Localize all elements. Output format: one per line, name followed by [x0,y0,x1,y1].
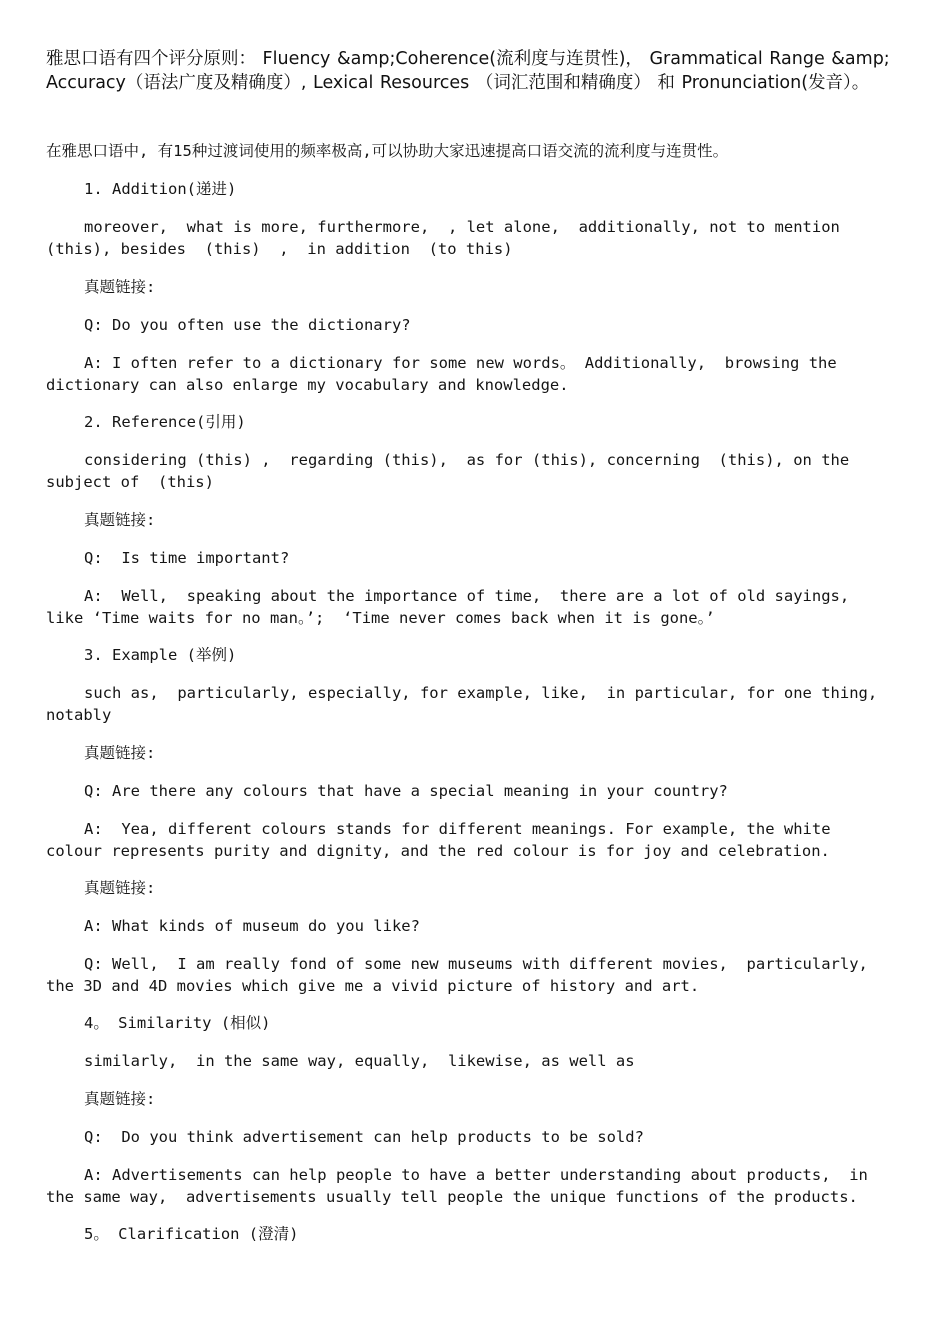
exam-link-label: 真题链接: [84,744,156,762]
example-words-line-2: notably [46,706,112,724]
question-dictionary: Q: Do you often use the dictionary? [84,316,411,334]
answer-museum-line-2: the 3D and 4D movies which give me a vivid picture of history and art. [46,977,700,995]
addition-words-line-2: (this), besides (this) , in addition (to this) [46,240,513,258]
answer-advertisement-line-1: A: Advertisements can help people to have a better understanding about products, in [84,1166,868,1184]
answer-museum-line-1: Q: Well, I am really fond of some new museums with different movies, particularly, [84,955,868,973]
answer-colours-line-1: A: Yea, different colours stands for different meanings. For example, the white [84,820,831,838]
question-time: Q: Is time important? [84,549,290,567]
section-heading-reference: 2. Reference(引用) [84,413,246,431]
exam-link-label: 真题链接: [84,879,156,897]
section-heading-example: 3. Example (举例) [84,646,237,664]
question-advertisement: Q: Do you think advertisement can help products to be sold? [84,1128,644,1146]
answer-advertisement-line-2: the same way, advertisements usually tell people the unique functions of the products. [46,1188,858,1206]
question-colours: Q: Are there any colours that have a special meaning in your country? [84,782,728,800]
section-heading-similarity: 4。 Similarity (相似) [84,1014,271,1032]
lead-paragraph: 在雅思口语中, 有15种过渡词使用的频率极高,可以协助大家迅速提高口语交流的流利度与连贯性。 [46,142,729,160]
section-heading-addition: 1. Addition(递进) [84,180,237,198]
exam-link-label: 真题链接: [84,511,156,529]
example-words-line-1: such as, particularly, especially, for example, like, in particular, for one thing, [84,684,878,702]
reference-words-line-2: subject of (this) [46,473,214,491]
addition-words-line-1: moreover, what is more, furthermore, , let alone, additionally, not to mention [84,218,840,236]
exam-link-label: 真题链接: [84,278,156,296]
reference-words-line-1: considering (this) , regarding (this), as for (this), concerning (this), on the [84,451,850,469]
answer-time-line-2: like ‘Time waits for no man。’; ‘Time never comes back when it is gone。’ [46,609,715,627]
answer-dictionary-line-2: dictionary can also enlarge my vocabulary and knowledge. [46,376,569,394]
similarity-words-line: similarly, in the same way, equally, likewise, as well as [84,1052,635,1070]
answer-time-line-1: A: Well, speaking about the importance of time, there are a lot of old sayings, [84,587,850,605]
answer-colours-line-2: colour represents purity and dignity, and the red colour is for joy and celebration. [46,842,830,860]
intro-paragraph: 雅思口语有四个评分原则： Fluency &amp;Coherence(流利度与连贯性)， Grammatical Range &amp; Accuracy（语法广度及精确度）, Lexical Resources （词汇范围和精确度） 和 Pronunciation(发音）。 [46,49,890,93]
section-heading-clarification: 5。 Clarification (澄清) [84,1225,299,1243]
question-museum: A: What kinds of museum do you like? [84,917,420,935]
answer-dictionary-line-1: A: I often refer to a dictionary for some new words。 Additionally, browsing the [84,354,837,372]
exam-link-label: 真题链接: [84,1090,156,1108]
